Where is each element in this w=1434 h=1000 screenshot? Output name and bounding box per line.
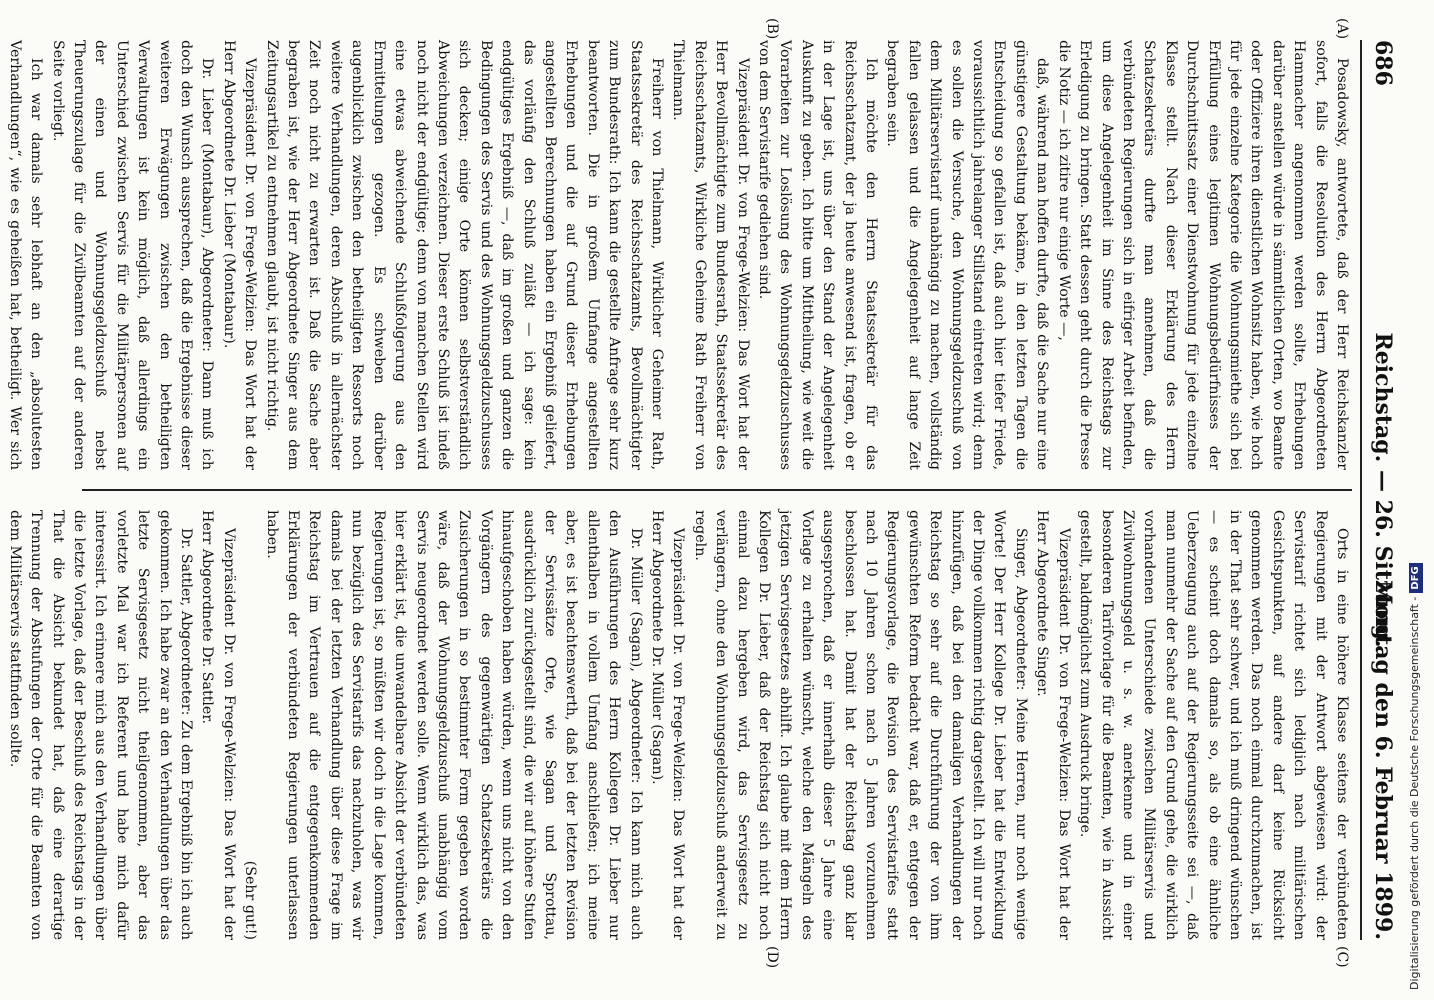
- paragraph: Ich war damals sehr lebhaft an den „absolutesten Verhandlungen“, wie es geheißen hat, betheiligt. Wer sich: [6, 40, 45, 470]
- paragraph: Dr. Müller (Sagan), Abgeordneter: Ich kann mich auch den Ausführungen des Herrn Kollegen Dr. Lieber nur allenthalben in vollem Umfang anschließen; ich meine aber, es ist beachtenswerth, daß bei der letzten Revision der Servissätze Orte, wie Sagan und Sprottau, ausdrücklich zurückgestellt sind, die wir auf höhere Stufen hinaufgeschoben haben würden, wenn uns nicht von den Vorgängern des gegenwärtigen Schatzsekretärs die Zusicherungen in so bestimmter Form gegeben worden wäre, daß der Wohnungsgeldzuschuß unabhängig vom Servis neugeordnet werden solle. Wenn wirklich das, was hier erklärt ist, die unwandelbare Absicht der verbündeten Regierungen ist, so müßten wir doch in die Lage kommen, nun bezüglich des Servistarifs das nachzuholen, was wir damals bei der letzten Verhandlung über diese Frage im Reichstag im Vertrauen auf die entgegenkommenden Erklärungen der verbündeten Regierungen unterlassen haben.: [263, 510, 644, 940]
- paragraph: Dr. Lieber (Montabaur), Abgeordneter: Dann muß ich doch den Wunsch aussprechen, daß die Ergebnisse dieser weiteren Erwägungen zwischen den betheiligten Verwaltungen ist kein möglich, daß allerdings ein Unterschied zwischen Servis für die Militärpersonen auf der einen und Wohnungsgeldzuschuß nebst Theuerungszulage für die Zivilbeamten auf der anderen Seite vorliegt.: [49, 40, 216, 470]
- column-divider: [82, 489, 1352, 491]
- interjection: (Sehr gut!): [242, 860, 259, 940]
- paragraph: Singer, Abgeordneter: Meine Herren, nur noch wenige Worte! Der Herr Kollege Dr. Lieber hat die Entwicklung der Dinge vollkommen richtig dargestellt. Ich will nur noch hinzufügen, daß bei den damaligen Verhandlungen der Reichstag so sehr auf die Durchführung der von ihm gewünschten Reform bedacht war, daß er, entgegen der Regierungsvorlage, die Revision des Servistarifes statt nach 10 Jahren schon nach 5 Jahren vorzunehmen beschlossen hat. Damit hat der Reichstag ganz klar ausgesprochen, daß er innerhalb dieser 5 Jahre eine Vorlage zu erhalten wünscht, welche den Mängeln des jetzigen Servisgesetzes abhilft. Ich glaube mit dem Herrn Kollegen Dr. Lieber, daß der Reichstag sich nicht noch einmal dazu hergeben wird, das Servisgesetz zu verlängern, ohne den Wohnungsgeldzuschuß anderweit zu regeln.: [691, 510, 1029, 940]
- paragraph: Vizepräsident Dr. von Frege-Welzien: Das Wort hat der Herr Abgeordnete Dr. Müller (Sagan).: [649, 510, 687, 940]
- running-title: Reichstag. — 26. Sitzung.: [1370, 332, 1396, 648]
- paragraph: Ich möchte den Herrn Staatssekretär für das Reichsschatzamt, der ja heute anwesend ist, fragen, ob er in der Lage ist, uns über den Stand der Angelegenheit Auskunft zu geben. Ich bitte um Mittheilung, wie weit die Vorarbeiten zur Loslösung des Wohnungsgeldzuschusses von dem Servistarife gediehen sind.: [756, 40, 880, 470]
- digitization-credit: Digitalisierung gefördert durch die Deutsche Forschungsgemeinschaft -: [1408, 596, 1421, 990]
- paragraph: Vizepräsident Dr. von Frege-Welzien: Das Wort hat der Herr Abgeordnete Dr. Sattler.: [199, 510, 237, 940]
- digitization-note: [1404, 20, 1426, 990]
- page-number: 686: [1370, 40, 1396, 86]
- margin-marker-c: (C): [1334, 946, 1350, 968]
- dfg-logo: DFG: [1409, 563, 1423, 592]
- session-date: Montag den 6. Februar 1899.: [1370, 580, 1396, 940]
- paragraph: Posadowsky, antwortete, daß der Herr Reichskanzler sofort, falls die Resolution des Herrn Abgeordneten Hammacher angenommen werden sollte, Erhebungen darüber anstellen würde in sämmtlichen Orten, wo Beamte oder Offiziere ihren dienstlichen Wohnsitz haben, wie hoch für jede einzelne Kategorie die Wohnungsmiethe sich bei Erfüllung eines legitimen Wohnungsbedürfnisses der Durchschnittssatz einer Dienstwohnung für jede einzelne Klasse stellt. Nach dieser Erklärung des Herrn Schatzsekretärs durfte man annehmen, daß die verbündeten Regierungen sich in eifriger Arbeit befinden, um diese Angelegenheit im Sinne des Reichstags zur Erledigung zu bringen. Statt dessen geht durch die Presse die Notiz — ich zitire nur einige Worte —,: [1055, 40, 1350, 470]
- paragraph: Orts in eine höhere Klasse seitens der verbündeten Regierungen mit der Antwort abgewiesen wird: der Servistarif richtet sich lediglich nach militärischen Gesichtspunkten, auf andere darf keine Rücksicht genommen werden. Das noch einmal durchzumachen, ist in der That sehr schwer, und ich muß dringend wünschen — es scheint doch damals so, als ob eine ähnliche Ueberzeugung auch auf der Regierungsseite sei —, daß man nunmehr der Sache auf den Grund gehe, die wirklich vorhandenen Unterschiede zwischen Militärservis und Zivilwohnungsgeld u. s. w. anerkenne und in einer besonderen Tarifvorlage für die Beamten, wie in Aussicht gestellt, baldmöglichst zum Ausdruck bringe.: [1077, 510, 1350, 940]
- paragraph: Vizepräsident Dr. von Frege-Welzien: Das Wort hat der Herr Abgeordnete Dr. Lieber (Montabaur).: [220, 40, 259, 470]
- text-column-right: [6, 510, 1352, 940]
- margin-marker-b: (B): [764, 18, 780, 40]
- paragraph: Dr. Sattler, Abgeordneter: Zu dem Ergebniß bin ich auch gekommen. Ich habe zwar an den Verhandlungen über das letzte Servisgesetz nicht theilgenommen, aber das vorletzte Mal war ich Referent und habe mich dafür interessirt. Ich erinnere mich aus den Verhandlungen über die letzte Vorlage, daß der Beschluß des Reichstags in der That die Absicht bekundet hat, daß eine derartige Trennung der Abstufungen der Orte für die Beamten von dem Militärservis stattfinden sollte.: [6, 510, 195, 940]
- paragraph: daß, während man hoffen durfte, daß die Sache nur eine günstigere Gestaltung bekäme, in den letzten Tagen die Entscheidung so gefallen ist, daß auch hier tiefer Friede, voraussichtlich jahrelanger Stillstand eintreten wird; denn es sollen die Versuche, den Wohnungsgeldzuschuß von dem Militärservistarif unabhängig zu machen, vollständig fallen gelassen und die Angelegenheit auf lange Zeit begraben sein.: [884, 40, 1051, 470]
- page-header: [1364, 40, 1400, 940]
- margin-marker-a: (A): [1334, 18, 1350, 40]
- text-column-left: [6, 40, 1352, 470]
- margin-marker-d: (D): [764, 946, 780, 969]
- scanned-page: [6, 18, 1400, 969]
- paragraph: Freiherr von Thielmann, Wirklicher Geheimer Rath, Staatssekretär des Reichsschatzamts, Bevollmächtigter zum Bundesrath: Ich kann die gestellte Anfrage sehr kurz beantworten. Die in großem Umfange angestellten Erhebungen und die auf Grund dieser Erhebungen angestellten Berechnungen haben ein Ergebniß geliefert, das vorläufig den Schluß zuläßt — ich sage: kein endgültiges Ergebniß —, daß im großen und ganzen die Bedingungen des Servis und des Wohnungsgeldzuschusses sich decken; einige Orte können selbstverständlich Abweichungen verzeichnen. Dieser erste Schluß ist indeß noch nicht der endgültige; denn von manchen Stellen wird eine etwas abweichende Schlußfolgerung aus den Ermittelungen gezogen. Es schweben darüber augenblicklich zwischen den betheiligten Ressorts noch weitere Verhandlungen, deren Abschluß in allernächster Zeit noch nicht zu erwarten ist. Daß die Sache aber begraben ist, wie der Herr Abgeordnete Singer aus dem Zeitungsartikel zu entnehmen glaubt, ist nicht richtig.: [263, 40, 665, 470]
- paragraph: Vizepräsident Dr. von Frege-Welzien: Das Wort hat der Herr Bevollmächtigte zum Bundesrath, Staatssekretär des Reichsschatzamts, Wirkliche Geheime Rath Freiherr von Thielmann.: [670, 40, 751, 470]
- paragraph: Vizepräsident Dr. von Frege-Welzien: Das Wort hat der Herr Abgeordnete Singer.: [1034, 510, 1072, 940]
- header-rule: [1360, 40, 1362, 940]
